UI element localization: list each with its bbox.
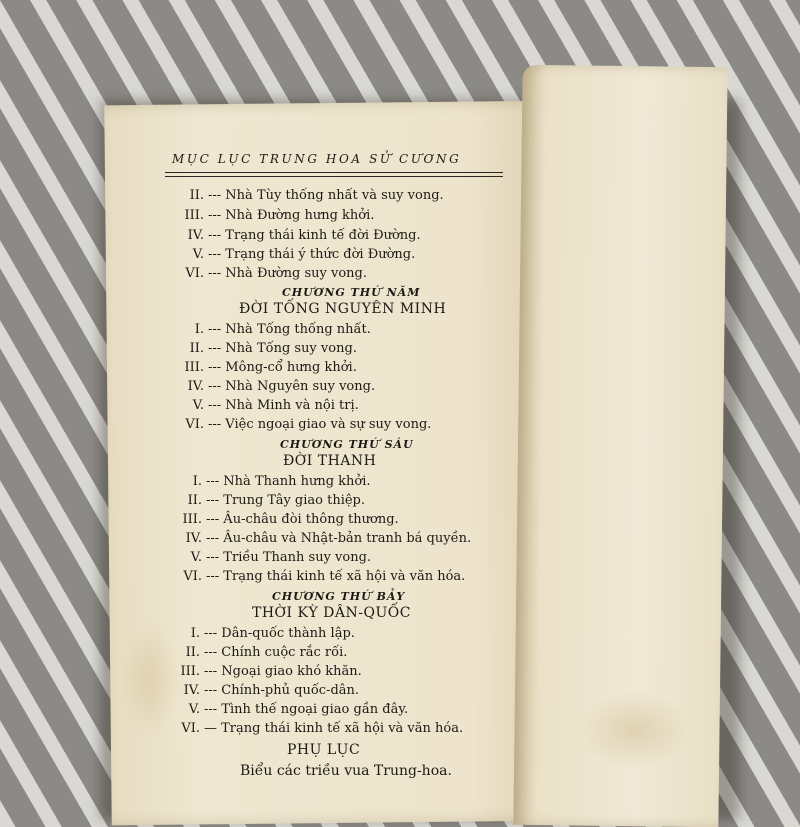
header-rule — [165, 172, 503, 173]
entry-number: V. — [192, 398, 204, 413]
entry-text: --- Nhà Tống thống nhất. — [208, 322, 371, 337]
entry-text: --- Chính-phủ quốc-dân. — [204, 683, 360, 698]
entry-text: --- Âu-châu đòi thông thương. — [206, 512, 399, 527]
entry-number: I. — [192, 474, 202, 489]
entry-text: --- Dân-quốc thành lập. — [204, 626, 355, 641]
entry-number: IV. — [187, 228, 204, 243]
entry-number: VI. — [185, 417, 204, 432]
chapter-heading: CHƯƠNG THỨ SÁU — [280, 438, 414, 451]
entry-text: --- Trạng thái kinh tế đời Đường. — [208, 228, 421, 243]
appendix-title: PHỤ LỤC — [287, 742, 361, 758]
entry-number: IV. — [187, 379, 204, 394]
entry-text: --- Trạng thái ý thức đời Đường. — [208, 247, 416, 262]
entry-text: --- Nhà Đường hưng khởi. — [208, 208, 375, 223]
entry-number: V. — [192, 247, 204, 262]
entry-text: --- Nhà Thanh hưng khởi. — [206, 474, 371, 489]
era-title: ĐỜI THANH — [283, 453, 377, 469]
entry-text: — Trạng thái kinh tế xã hội và văn hóa. — [204, 721, 464, 736]
era-title: ĐỜI TỐNG NGUYÊN MINH — [239, 301, 447, 317]
entry-text: --- Trạng thái kinh tế xã hội và văn hóa. — [206, 569, 466, 584]
appendix-text: Biểu các triều vua Trung-hoa. — [240, 763, 452, 779]
running-header: MỤC LỤC TRUNG HOA SỬ CƯƠNG — [172, 152, 462, 166]
entry-number: V. — [188, 702, 200, 717]
entry-number: IV. — [183, 683, 200, 698]
entry-number: II. — [185, 645, 200, 660]
entry-text: --- Nhà Nguyên suy vong. — [208, 379, 376, 394]
entry-number: II. — [187, 493, 202, 508]
era-title: THỜI KỲ DÂN-QUỐC — [252, 605, 411, 621]
entry-number: VI. — [181, 721, 200, 736]
entry-number: III. — [180, 664, 200, 679]
entry-text: --- Trung Tây giao thiệp. — [206, 493, 366, 508]
entry-text: --- Mông-cổ hưng khởi. — [208, 360, 357, 375]
entry-number: I. — [194, 322, 204, 337]
entry-number: VI. — [185, 266, 204, 281]
entry-text: --- Nhà Đường suy vong. — [208, 266, 367, 281]
header-rule — [165, 176, 503, 177]
entry-number: II. — [189, 188, 204, 203]
entry-number: VI. — [183, 569, 202, 584]
entry-text: --- Nhà Tống suy vong. — [208, 341, 357, 356]
entry-text: --- Tình thế ngoại giao gần đây. — [204, 702, 409, 717]
entry-number: II. — [189, 341, 204, 356]
entry-text: --- Âu-châu và Nhật-bản tranh bá quyền. — [206, 531, 472, 546]
entry-number: V. — [190, 550, 202, 565]
entry-text: --- Nhà Minh và nội trị. — [208, 398, 359, 413]
chapter-heading: CHƯƠNG THỨ BẢY — [272, 590, 406, 603]
entry-text: --- Chính cuộc rắc rối. — [204, 645, 348, 660]
entry-text: --- Ngoại giao khó khăn. — [204, 664, 362, 679]
entry-number: IV. — [185, 531, 202, 546]
entry-number: I. — [190, 626, 200, 641]
entry-text: --- Nhà Tùy thống nhất và suy vong. — [208, 188, 444, 203]
entry-number: III. — [184, 360, 204, 375]
entry-text: --- Việc ngoại giao và sự suy vong. — [208, 417, 432, 432]
entry-text: --- Triều Thanh suy vong. — [206, 550, 372, 565]
entry-number: III. — [184, 208, 204, 223]
entry-number: III. — [182, 512, 202, 527]
chapter-heading: CHƯƠNG THỨ NĂM — [282, 286, 421, 299]
